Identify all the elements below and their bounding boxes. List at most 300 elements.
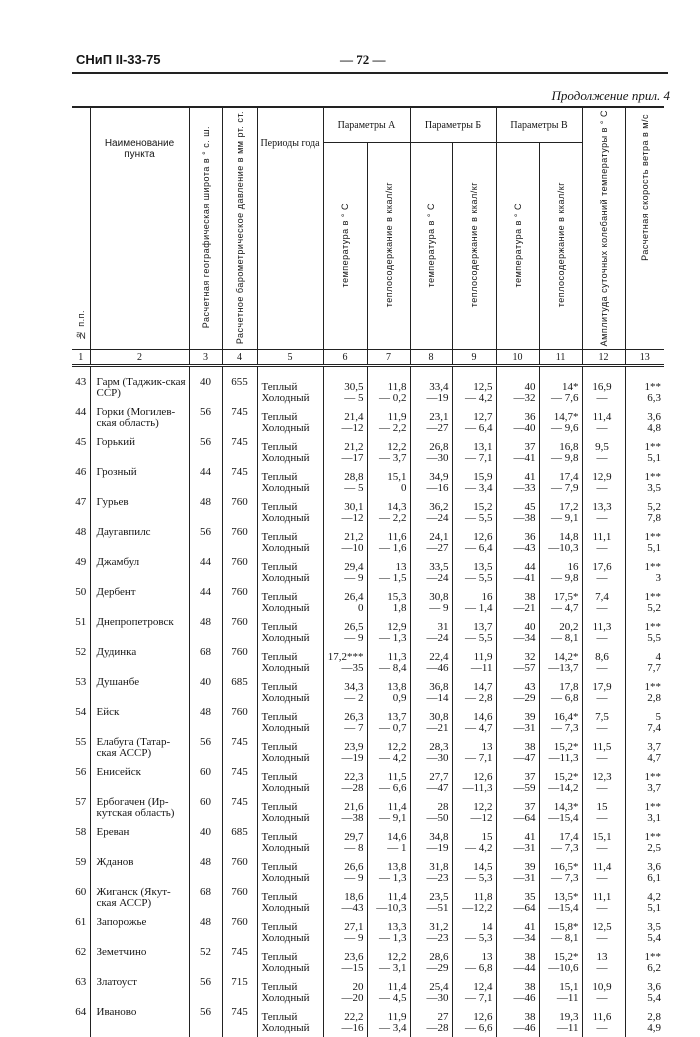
cold-value: — 8,1 — [551, 932, 579, 945]
period-warm: Теплый — [261, 921, 298, 934]
cold-value: — 9,8 — [551, 572, 579, 585]
value-col-7 — [367, 797, 410, 827]
cold-value: — 7,3 — [551, 872, 579, 885]
warm-value: 31,8 — [429, 861, 449, 874]
header-a-heat: теплосодержание в ккал/кг — [367, 143, 410, 350]
warm-value: 26,3 — [344, 711, 364, 724]
pressure: 745 — [222, 737, 257, 767]
row-number: 56 — [72, 767, 90, 797]
cold-value: — — [596, 902, 608, 915]
value-col-13 — [625, 407, 664, 437]
cold-value: — 9,6 — [551, 422, 579, 435]
warm-value: 38 — [524, 591, 536, 604]
warm-value: 11,9 — [473, 651, 493, 664]
cold-value: —46 — [513, 992, 536, 1005]
table-body — [72, 366, 664, 1037]
cold-value: —11,3 — [462, 782, 493, 795]
period-cold: Холодный — [261, 392, 310, 405]
warm-value: 1** — [644, 771, 662, 784]
warm-value: 40 — [524, 621, 536, 634]
column-number: 3 — [189, 350, 222, 366]
cold-value: — — [596, 632, 608, 645]
period-cold: Холодный — [261, 572, 310, 585]
warm-value: 26,8 — [429, 441, 449, 454]
value-col-8 — [410, 947, 452, 977]
value-col-11 — [539, 737, 582, 767]
latitude: 40 — [189, 677, 222, 707]
period-warm: Теплый — [261, 441, 298, 454]
warm-value: 34,9 — [429, 471, 449, 484]
cold-value: — — [596, 872, 608, 885]
value-col-8 — [410, 407, 452, 437]
warm-value: 14,2* — [553, 651, 579, 664]
period-cold: Холодный — [261, 692, 310, 705]
period-cold: Холодный — [261, 752, 310, 765]
location-name: Енисейск — [90, 767, 189, 797]
cold-value: — — [596, 512, 608, 525]
value-col-11 — [539, 497, 582, 527]
value-col-12 — [582, 737, 625, 767]
periods — [257, 707, 323, 737]
value-col-11 — [539, 827, 582, 857]
cold-value: 4,8 — [647, 422, 662, 435]
table-row — [72, 707, 664, 737]
warm-value: 23,6 — [344, 951, 364, 964]
cold-value: —10,3 — [376, 902, 407, 915]
value-col-6 — [323, 617, 367, 647]
period-warm: Теплый — [261, 411, 298, 424]
warm-value: 13 — [481, 741, 493, 754]
periods — [257, 1007, 323, 1037]
value-col-10 — [496, 917, 539, 947]
value-col-12 — [582, 437, 625, 467]
cold-value: —29 — [426, 962, 449, 975]
periods — [257, 977, 323, 1007]
location-name: Горький — [90, 437, 189, 467]
period-cold: Холодный — [261, 812, 310, 825]
column-number: 6 — [323, 350, 367, 366]
value-col-8 — [410, 617, 452, 647]
value-col-13 — [625, 617, 664, 647]
cold-value: —27 — [426, 422, 449, 435]
value-col-9 — [452, 617, 496, 647]
warm-value: 38 — [524, 981, 536, 994]
value-col-7 — [367, 437, 410, 467]
value-col-10 — [496, 857, 539, 887]
row-number: 62 — [72, 947, 90, 977]
cold-value: —38 — [513, 512, 536, 525]
header-c-temp: температура в ° С — [496, 143, 539, 350]
value-col-12 — [582, 707, 625, 737]
cold-value: —24 — [426, 512, 449, 525]
table-row — [72, 737, 664, 767]
value-col-7 — [367, 647, 410, 677]
pressure: 745 — [222, 407, 257, 437]
pressure: 745 — [222, 767, 257, 797]
warm-value: 12,6 — [473, 531, 493, 544]
cold-value: — 6,4 — [465, 542, 493, 555]
cold-value: — — [596, 752, 608, 765]
warm-value: 24,1 — [429, 531, 449, 544]
warm-value: 17,4 — [559, 471, 579, 484]
value-col-9 — [452, 767, 496, 797]
cold-value: —19 — [426, 842, 449, 855]
cold-value: — — [596, 722, 608, 735]
column-numbers-row — [72, 350, 664, 366]
value-col-8 — [410, 887, 452, 917]
period-warm: Теплый — [261, 891, 298, 904]
column-number: 10 — [496, 350, 539, 366]
value-col-7 — [367, 497, 410, 527]
value-col-8 — [410, 527, 452, 557]
pressure: 760 — [222, 617, 257, 647]
warm-value: 21,6 — [344, 801, 364, 814]
row-number: 57 — [72, 797, 90, 827]
cold-value: —16 — [341, 1022, 364, 1035]
warm-value: 17,2*** — [327, 651, 364, 664]
cold-value: —41 — [513, 572, 536, 585]
location-name: Ербогачен (Ир-кутская область) — [90, 797, 189, 827]
warm-value: 17,2 — [559, 501, 579, 514]
warm-value: 25,4 — [429, 981, 449, 994]
period-cold: Холодный — [261, 632, 310, 645]
location-name: Горки (Могилев-ская область) — [90, 407, 189, 437]
warm-value: 11,1 — [592, 531, 612, 544]
pressure: 745 — [222, 797, 257, 827]
warm-value: 36 — [524, 531, 536, 544]
cold-value: — 5,5 — [465, 632, 493, 645]
value-col-8 — [410, 437, 452, 467]
warm-value: 21,2 — [344, 441, 364, 454]
warm-value: 13,7 — [387, 711, 407, 724]
table-row — [72, 947, 664, 977]
cold-value: 6,2 — [647, 962, 662, 975]
warm-value: 14,8 — [559, 531, 579, 544]
warm-value: 26,5 — [344, 621, 364, 634]
period-warm: Теплый — [261, 681, 298, 694]
row-number: 63 — [72, 977, 90, 1007]
warm-value: 12,2 — [387, 441, 407, 454]
header-rule — [72, 72, 668, 74]
value-col-7 — [367, 827, 410, 857]
row-number: 58 — [72, 827, 90, 857]
cold-value: — 9 — [429, 602, 449, 615]
latitude: 56 — [189, 437, 222, 467]
table-row — [72, 437, 664, 467]
value-col-11 — [539, 467, 582, 497]
warm-value: 23,9 — [344, 741, 364, 754]
latitude: 60 — [189, 767, 222, 797]
cold-value: —47 — [426, 782, 449, 795]
warm-value: 27,1 — [344, 921, 364, 934]
periods — [257, 647, 323, 677]
warm-value: 15,2* — [553, 951, 579, 964]
value-col-11 — [539, 767, 582, 797]
warm-value: 32 — [524, 651, 536, 664]
warm-value: 16,4* — [553, 711, 579, 724]
location-name: Ейск — [90, 707, 189, 737]
cold-value: —34 — [513, 932, 536, 945]
pressure: 685 — [222, 677, 257, 707]
cold-value: — 5,3 — [465, 872, 493, 885]
value-col-7 — [367, 737, 410, 767]
period-warm: Теплый — [261, 771, 298, 784]
warm-value: 4 — [655, 651, 662, 664]
cold-value: —50 — [426, 812, 449, 825]
value-col-10 — [496, 887, 539, 917]
location-name: Жданов — [90, 857, 189, 887]
warm-value: 17,6 — [592, 561, 612, 574]
cold-value: — 3,4 — [379, 1022, 407, 1035]
warm-value: 1** — [644, 621, 662, 634]
warm-value: 23,1 — [429, 411, 449, 424]
cold-value: 4,7 — [647, 752, 662, 765]
warm-value: 15 — [481, 831, 493, 844]
latitude: 68 — [189, 647, 222, 677]
location-name: Дудинка — [90, 647, 189, 677]
cold-value: — 3,7 — [379, 452, 407, 465]
cold-value: —44 — [513, 962, 536, 975]
value-col-11 — [539, 407, 582, 437]
cold-value: — — [596, 662, 608, 675]
row-number: 50 — [72, 587, 90, 617]
warm-value: 1** — [644, 951, 662, 964]
header-pressure: Расчетное барометрическое давление в мм рт. ст. — [222, 107, 257, 350]
value-col-8 — [410, 587, 452, 617]
value-col-9 — [452, 527, 496, 557]
cold-value: — 4,2 — [465, 392, 493, 405]
cold-value: — 1,6 — [379, 542, 407, 555]
pressure: 760 — [222, 707, 257, 737]
row-number: 53 — [72, 677, 90, 707]
warm-value: 15,1 — [559, 981, 579, 994]
value-col-12 — [582, 617, 625, 647]
warm-value: 17,4 — [559, 831, 579, 844]
periods — [257, 557, 323, 587]
row-number: 61 — [72, 917, 90, 947]
warm-value: 15,2* — [553, 741, 579, 754]
value-col-8 — [410, 1007, 452, 1037]
value-col-9 — [452, 887, 496, 917]
pressure: 760 — [222, 917, 257, 947]
row-number: 43 — [72, 366, 90, 408]
cold-value: —21 — [513, 602, 536, 615]
latitude: 40 — [189, 827, 222, 857]
table-row — [72, 977, 664, 1007]
value-col-11 — [539, 677, 582, 707]
period-cold: Холодный — [261, 872, 310, 885]
cold-value: — 2,2 — [379, 512, 407, 525]
period-warm: Теплый — [261, 531, 298, 544]
cold-value: — — [596, 992, 608, 1005]
value-col-6 — [323, 917, 367, 947]
value-col-10 — [496, 677, 539, 707]
value-col-12 — [582, 977, 625, 1007]
warm-value: 12,9 — [592, 471, 612, 484]
cold-value: — — [596, 812, 608, 825]
periods — [257, 527, 323, 557]
warm-value: 11,5 — [387, 771, 407, 784]
table-row — [72, 767, 664, 797]
warm-value: 14* — [562, 381, 579, 394]
warm-value: 1** — [644, 801, 662, 814]
header-b-heat: теплосодержание в ккал/кг — [452, 143, 496, 350]
cold-value: —23 — [426, 872, 449, 885]
value-col-12 — [582, 647, 625, 677]
latitude: 56 — [189, 737, 222, 767]
warm-value: 37 — [524, 441, 536, 454]
periods — [257, 827, 323, 857]
value-col-9 — [452, 467, 496, 497]
cold-value: —46 — [513, 1022, 536, 1035]
latitude: 56 — [189, 527, 222, 557]
latitude: 48 — [189, 497, 222, 527]
periods — [257, 677, 323, 707]
warm-value: 38 — [524, 741, 536, 754]
value-col-13 — [625, 587, 664, 617]
warm-value: 15,8* — [553, 921, 579, 934]
cold-value: 5,1 — [647, 902, 662, 915]
pressure: 760 — [222, 587, 257, 617]
value-col-9 — [452, 366, 496, 408]
warm-value: 27,7 — [429, 771, 449, 784]
row-number: 60 — [72, 887, 90, 917]
warm-value: 3,6 — [647, 981, 662, 994]
latitude: 52 — [189, 947, 222, 977]
cold-value: — 9 — [344, 632, 364, 645]
value-col-13 — [625, 797, 664, 827]
value-col-9 — [452, 407, 496, 437]
cold-value: —57 — [513, 662, 536, 675]
row-number: 44 — [72, 407, 90, 437]
cold-value: —24 — [426, 572, 449, 585]
cold-value: —15 — [341, 962, 364, 975]
cold-value: — 0,2 — [379, 392, 407, 405]
location-name: Гарм (Таджик-ская ССР) — [90, 366, 189, 408]
value-col-6 — [323, 467, 367, 497]
value-col-13 — [625, 497, 664, 527]
periods — [257, 767, 323, 797]
location-name: Златоуст — [90, 977, 189, 1007]
warm-value: 11,4 — [592, 861, 612, 874]
row-number: 59 — [72, 857, 90, 887]
table-row — [72, 827, 664, 857]
cold-value: —11,3 — [548, 752, 579, 765]
pressure: 685 — [222, 827, 257, 857]
cold-value: — 5,3 — [465, 932, 493, 945]
value-col-13 — [625, 1007, 664, 1037]
cold-value: 2,5 — [647, 842, 662, 855]
cold-value: —11 — [556, 992, 579, 1005]
cold-value: — 6,4 — [465, 422, 493, 435]
warm-value: 15,2 — [473, 501, 493, 514]
warm-value: 11,1 — [592, 891, 612, 904]
warm-value: 39 — [524, 711, 536, 724]
column-number: 1 — [72, 350, 90, 366]
warm-value: 13 — [395, 561, 407, 574]
cold-value: — 7,1 — [465, 992, 493, 1005]
period-cold: Холодный — [261, 452, 310, 465]
period-warm: Теплый — [261, 951, 298, 964]
table-row — [72, 617, 664, 647]
cold-value: — — [596, 542, 608, 555]
table-row — [72, 497, 664, 527]
pressure: 760 — [222, 497, 257, 527]
pressure: 760 — [222, 557, 257, 587]
value-col-12 — [582, 947, 625, 977]
row-number: 45 — [72, 437, 90, 467]
warm-value: 37 — [524, 771, 536, 784]
value-col-9 — [452, 497, 496, 527]
header-group-a: Параметры А — [323, 107, 410, 143]
value-col-10 — [496, 467, 539, 497]
cold-value: — 6,6 — [379, 782, 407, 795]
warm-value: 27 — [437, 1011, 449, 1024]
value-col-7 — [367, 917, 410, 947]
warm-value: 22,3 — [344, 771, 364, 784]
value-col-10 — [496, 497, 539, 527]
warm-value: 11,4 — [387, 981, 407, 994]
warm-value: 5,2 — [647, 501, 662, 514]
value-col-7 — [367, 977, 410, 1007]
warm-value: 20,2 — [559, 621, 579, 634]
cold-value: —30 — [426, 452, 449, 465]
value-col-10 — [496, 797, 539, 827]
pressure: 715 — [222, 977, 257, 1007]
period-warm: Теплый — [261, 501, 298, 514]
warm-value: 13 — [596, 951, 608, 964]
cold-value: —64 — [513, 812, 536, 825]
continuation-note: Продолжение прил. 4 — [551, 88, 670, 103]
value-col-10 — [496, 827, 539, 857]
location-name: Даугавпилс — [90, 527, 189, 557]
pressure: 745 — [222, 1007, 257, 1037]
cold-value: 1,8 — [392, 602, 407, 615]
value-col-12 — [582, 587, 625, 617]
warm-value: 11,8 — [473, 891, 493, 904]
cold-value: — 3,4 — [465, 482, 493, 495]
value-col-9 — [452, 1007, 496, 1037]
warm-value: 37 — [524, 801, 536, 814]
warm-value: 12,3 — [592, 771, 612, 784]
warm-value: 14,6 — [473, 711, 493, 724]
value-col-12 — [582, 887, 625, 917]
period-cold: Холодный — [261, 662, 310, 675]
value-col-10 — [496, 587, 539, 617]
cold-value: 5,1 — [647, 452, 662, 465]
cold-value: —12 — [341, 422, 364, 435]
location-name: Дербент — [90, 587, 189, 617]
value-col-7 — [367, 527, 410, 557]
period-cold: Холодный — [261, 482, 310, 495]
value-col-11 — [539, 617, 582, 647]
cold-value: — 2,8 — [465, 692, 493, 705]
warm-value: 21,4 — [344, 411, 364, 424]
warm-value: 13,1 — [473, 441, 493, 454]
value-col-13 — [625, 557, 664, 587]
value-col-8 — [410, 677, 452, 707]
warm-value: 11,9 — [387, 411, 407, 424]
cold-value: — 8 — [344, 842, 364, 855]
warm-value: 9,5 — [595, 441, 609, 454]
header-wind-speed: Расчетная скорость ветра в м/с — [625, 107, 664, 350]
warm-value: 35 — [524, 891, 536, 904]
cold-value: — — [596, 962, 608, 975]
warm-value: 33,4 — [429, 381, 449, 394]
value-col-10 — [496, 977, 539, 1007]
warm-value: 11,4 — [592, 411, 612, 424]
cold-value: 0 — [358, 602, 364, 615]
